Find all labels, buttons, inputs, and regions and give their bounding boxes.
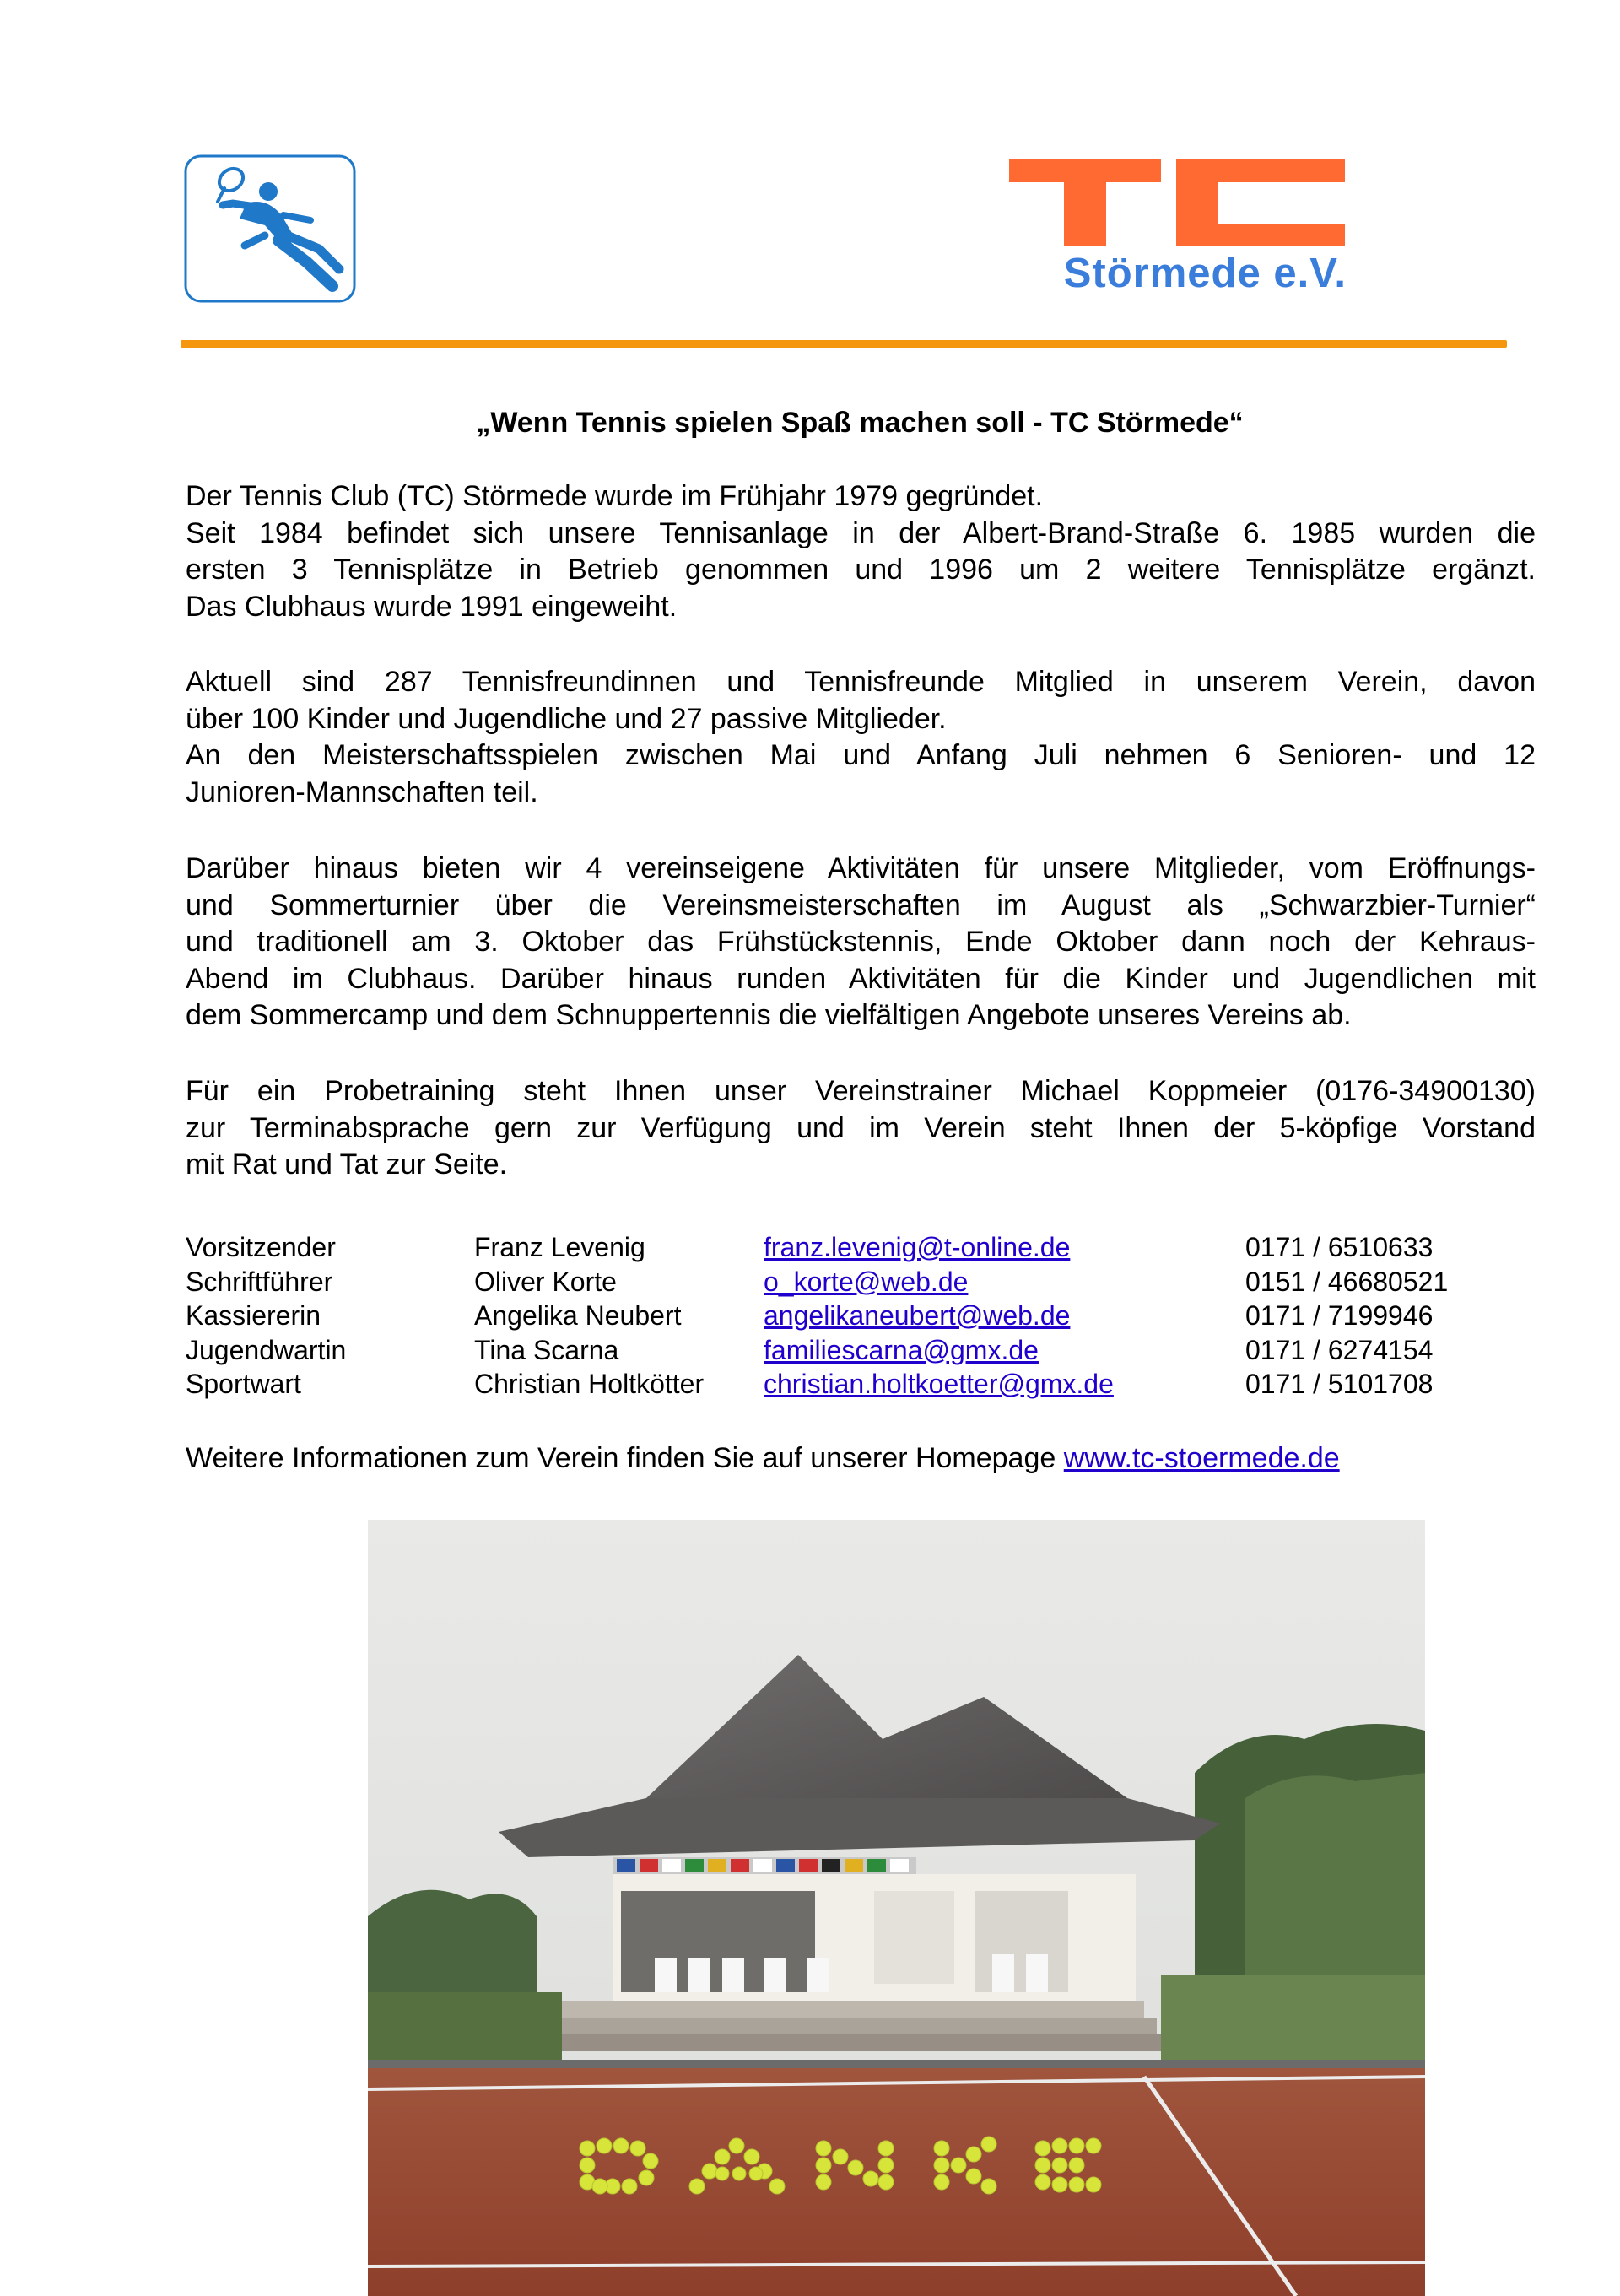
- tc-logo-icon: [1009, 159, 1355, 311]
- text-line: Junioren-Mannschaften teil.: [186, 775, 538, 808]
- phone-cell: 0171 / 6510633: [1245, 1232, 1434, 1262]
- name-cell: Franz Levenig: [474, 1232, 645, 1262]
- board-contacts-table: [186, 1230, 1536, 1402]
- phone-cell: 0171 / 7199946: [1245, 1300, 1434, 1331]
- text-line: Abend im Clubhaus. Darüber hinaus runden Aktivitäten für die Kinder und Jugendlichen mit: [186, 962, 1536, 995]
- homepage-link[interactable]: www.tc-stoermede.de: [1063, 1442, 1340, 1474]
- page-title: „Wenn Tennis spielen Spaß machen soll - TC Störmede“: [476, 407, 1244, 439]
- email-link[interactable]: franz.levenig@t-online.de: [764, 1232, 1071, 1262]
- role-cell: Vorsitzender: [186, 1232, 336, 1262]
- paragraph-history: [186, 478, 1536, 625]
- text-line: Für ein Probetraining steht Ihnen unser Vereinstrainer Michael Koppmeier (0176-34900130): [186, 1075, 1536, 1107]
- phone-cell: 0171 / 5101708: [1245, 1369, 1434, 1399]
- role-cell: Jugendwartin: [186, 1334, 347, 1365]
- table-row: [186, 1265, 1536, 1299]
- text-line: Das Clubhaus wurde 1991 eingeweiht.: [186, 590, 678, 623]
- email-link[interactable]: christian.holtkoetter@gmx.de: [764, 1369, 1114, 1399]
- table-row: [186, 1299, 1536, 1333]
- paragraph-activities: [186, 851, 1536, 1035]
- table-row: [186, 1367, 1536, 1402]
- email-link[interactable]: o_korte@web.de: [764, 1266, 969, 1297]
- text-line: und traditionell am 3. Oktober das Frühstückstennis, Ende Oktober dann noch der Kehraus-: [186, 926, 1536, 958]
- homepage-line: [186, 1440, 1536, 1477]
- phone-cell: 0151 / 46680521: [1245, 1266, 1449, 1297]
- paragraph-members: [186, 664, 1536, 811]
- paragraph-trial-training: [186, 1073, 1536, 1184]
- email-link[interactable]: familiescarna@gmx.de: [764, 1334, 1039, 1365]
- text-line: Aktuell sind 287 Tennisfreundinnen und Tennisfreunde Mitglied in unserem Verein, davon: [186, 666, 1536, 698]
- text-line: zur Terminabsprache gern zur Verfügung und im Verein steht Ihnen der 5-köpfige Vorstand: [186, 1111, 1536, 1144]
- text-line: dem Sommercamp und dem Schnuppertennis die vielfältigen Angebote unseres Vereins ab.: [186, 999, 1352, 1031]
- text-line: mit Rat und Tat zur Seite.: [186, 1148, 508, 1180]
- text-line: und Sommerturnier über die Vereinsmeisterschaften im August als „Schwarzbier-Turnier“: [186, 889, 1536, 921]
- role-cell: Schriftführer: [186, 1266, 333, 1297]
- name-cell: Tina Scarna: [474, 1334, 619, 1365]
- table-row: [186, 1333, 1536, 1368]
- role-cell: Sportwart: [186, 1369, 301, 1399]
- brand-text: Störmede e.V.: [1063, 251, 1347, 296]
- text-line: ersten 3 Tennisplätze in Betrieb genommen und 1996 um 2 weitere Tennisplätze ergänzt.: [186, 554, 1536, 586]
- name-cell: Angelika Neubert: [474, 1300, 682, 1331]
- name-cell: Christian Holtkötter: [474, 1369, 705, 1399]
- table-row: [186, 1230, 1536, 1265]
- text-line: Seit 1984 befindet sich unsere Tennisanlage in der Albert-Brand-Straße 6. 1985 wurden die: [186, 516, 1536, 549]
- text-line: Darüber hinaus bieten wir 4 vereinseigene Aktivitäten für unsere Mitglieder, vom Eröffnungs-: [186, 852, 1536, 884]
- phone-cell: 0171 / 6274154: [1245, 1334, 1434, 1365]
- homepage-text: Weitere Informationen zum Verein finden Sie auf unserer Homepage: [186, 1442, 1064, 1474]
- email-link[interactable]: angelikaneubert@web.de: [764, 1300, 1071, 1331]
- header-divider: [181, 340, 1507, 348]
- clubhouse-photo: [368, 1520, 1425, 2296]
- badminton-player-icon: [184, 154, 356, 303]
- text-line: An den Meisterschaftsspielen zwischen Mai und Anfang Juli nehmen 6 Senioren- und 12: [186, 739, 1536, 771]
- text-line: Der Tennis Club (TC) Störmede wurde im Frühjahr 1979 gegründet.: [186, 480, 1044, 512]
- name-cell: Oliver Korte: [474, 1266, 617, 1297]
- text-line: über 100 Kinder und Jugendliche und 27 passive Mitglieder.: [186, 702, 947, 735]
- role-cell: Kassiererin: [186, 1300, 321, 1331]
